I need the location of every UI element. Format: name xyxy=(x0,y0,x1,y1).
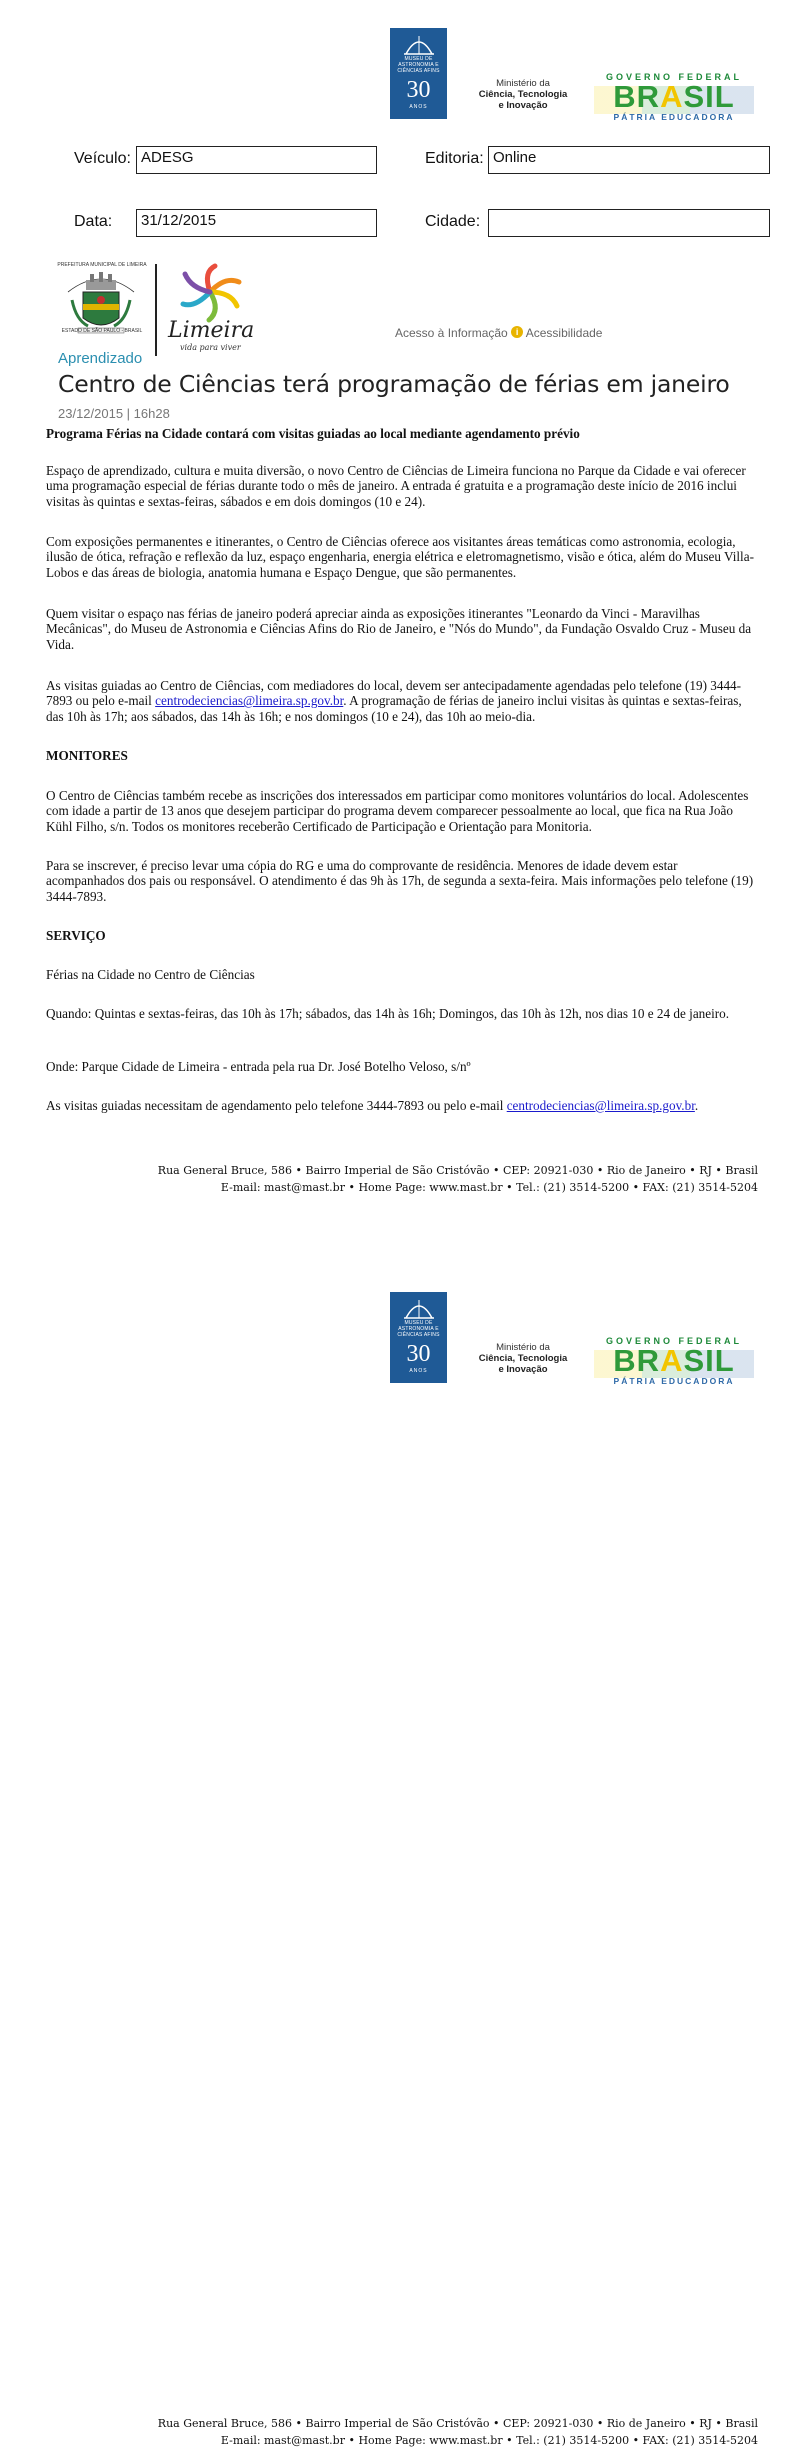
cidade-field[interactable] xyxy=(488,209,770,237)
gov-top: GOVERNO FEDERAL xyxy=(605,72,742,82)
header-logos-page2 xyxy=(0,1292,800,1390)
section-tag[interactable]: Aprendizado xyxy=(58,350,143,367)
gov-brand-a: A xyxy=(660,1343,684,1378)
mast-logo xyxy=(390,28,447,119)
logo-divider xyxy=(155,264,157,356)
access-info-link[interactable]: Acesso à Informação xyxy=(395,326,508,340)
paragraph-2: Com exposições permanentes e itinerantes, o Centro de Ciências oferece aos visitantes áreas temáticas como astronomia, ecologia, ilusão de ótica, refração e reflexão da luz, espaço engenharia, energia elétrica e eletromagnetismo, visão e ótica, além do Museu Villa-Lobos e das áreas de biologia, anatomia humana e Espaço Dengue, que são permanentes. xyxy=(46,534,754,580)
paragraph-8: Quando: Quintas e sextas-feiras, das 10h às 17h; sábados, das 14h às 16h; Domingos, das 10h às 12h, nos dias 10 e 24 de janeiro. xyxy=(46,1006,730,1021)
gov-brand xyxy=(594,1343,754,1378)
ministry-line1: Ministério da xyxy=(496,1342,550,1353)
footer-address xyxy=(58,1162,758,1196)
paragraph-3: Quem visitar o espaço nas férias de janeiro poderá apreciar ainda as exposições itinerantes "Leonardo da Vinci - Maravilhas Mecânicas", do Museu de Astronomia e Ciências Afins do Rio de Janeiro, e "Nós do Mundo", da Fundação Osvaldo Cruz - Museu da Vida. xyxy=(46,606,752,652)
footer-line2: E-mail: mast@mast.br • Home Page: www.mast.br • Tel.: (21) 3514-5200 • FAX: (21) 3514-5204 xyxy=(220,1181,758,1194)
article-title: Centro de Ciências terá programação de férias em janeiro xyxy=(58,370,730,398)
cidade-label: Cidade: xyxy=(425,213,481,230)
paragraph-4-text-b: . A programação de férias de janeiro inclui visitas às quintas e sextas-feiras, das 10h às 17h; aos sábados, das 14h às 16h; e nos domingos (10 e 24), das 10h ao meio-dia. xyxy=(46,693,742,724)
paragraph-10 xyxy=(46,1098,758,1113)
ministry-logo xyxy=(468,78,578,111)
paragraph-1: Espaço de aprendizado, cultura e muita diversão, o novo Centro de Ciências de Limeira funciona no Parque da Cidade e vai oferecer uma programação especial de férias durante todo o mês de janeiro. A entrada é gratuita e a programação deste início de 2016 inclui visitas às quintas e sextas-feiras, sábados e em dois domingos (10 e 24). xyxy=(46,463,746,509)
gov-brand-sil: SIL xyxy=(683,79,735,114)
mast-logo-number: 30 xyxy=(406,1341,431,1367)
email-link-2[interactable]: centrodeciencias@limeira.sp.gov.br xyxy=(506,1098,695,1113)
mast-logo-number: 30 xyxy=(406,77,431,103)
gov-brand-a: A xyxy=(660,79,684,114)
access-links xyxy=(395,326,602,340)
gov-slogan: PÁTRIA EDUCADORA xyxy=(613,112,735,122)
governo-federal-logo-page2 xyxy=(594,1336,754,1390)
paragraph-9: Onde: Parque Cidade de Limeira - entrada pela rua Dr. José Botelho Veloso, s/nº xyxy=(46,1059,471,1074)
ministry-line2: Ciência, Tecnologia xyxy=(478,89,568,100)
gov-brand-sil: SIL xyxy=(683,1343,735,1378)
header-logos xyxy=(0,28,800,126)
data-field[interactable]: 31/12/2015 xyxy=(136,209,377,237)
footer-address-page2 xyxy=(58,2415,758,2449)
editoria-label: Editoria: xyxy=(425,150,484,167)
heading-servico: SERVIÇO xyxy=(46,928,106,943)
governo-federal-logo xyxy=(594,72,754,126)
veiculo-field[interactable]: ADESG xyxy=(136,146,377,174)
mast-logo-label: ANOS xyxy=(409,104,428,110)
footer-line1: Rua General Bruce, 586 • Bairro Imperial de São Cristóvão • CEP: 20921-030 • Rio de Janeiro • RJ • Brasil xyxy=(157,2417,758,2430)
info-icon: i xyxy=(511,326,523,338)
mast-logo-page2 xyxy=(390,1292,447,1383)
paragraph-10-text-a: As visitas guiadas necessitam de agendamento pelo telefone 3444-7893 ou pelo e-mail xyxy=(46,1098,507,1113)
gov-brand xyxy=(594,79,754,114)
ministry-line3: e Inovação xyxy=(498,100,548,111)
limeira-wordmark: Limeira xyxy=(168,318,255,343)
paragraph-6: Para se inscrever, é preciso levar uma cópia do RG e uma do comprovante de residência. Menores de idade devem estar acompanhados dos pais ou responsável. O atendimento é das 9h às 17h, de segunda a sexta-feira. Mais informações pelo telefone (19) 3444-7893. xyxy=(46,858,754,904)
heading-monitores: MONITORES xyxy=(46,748,128,763)
footer-line1: Rua General Bruce, 586 • Bairro Imperial de São Cristóvão • CEP: 20921-030 • Rio de Janeiro • RJ • Brasil xyxy=(157,1164,758,1177)
crest-top: PREFEITURA MUNICIPAL DE LIMEIRA xyxy=(57,262,147,268)
ministry-line1: Ministério da xyxy=(496,78,550,89)
editoria-field[interactable]: Online xyxy=(488,146,770,174)
gov-brand-b: BR xyxy=(613,79,661,114)
gov-brand-b: BR xyxy=(613,1343,661,1378)
paragraph-7: Férias na Cidade no Centro de Ciências xyxy=(46,967,255,982)
dome-icon xyxy=(404,1298,434,1320)
ministry-line2: Ciência, Tecnologia xyxy=(478,1353,568,1364)
limeira-slogan: vida para viver xyxy=(180,343,241,352)
email-link[interactable]: centrodeciencias@limeira.sp.gov.br xyxy=(155,693,344,709)
gov-top: GOVERNO FEDERAL xyxy=(605,1336,742,1346)
article-date: 23/12/2015 | 16h28 xyxy=(58,406,170,421)
paragraph-5: O Centro de Ciências também recebe as inscrições dos interessados em participar como monitores voluntários do local. Adolescentes com idade a partir de 13 anos que desejem participar do programa devem comparecer pessoalmente ao local, que fica na Rua João Kühl Filho, s/n. Todos os monitores receberão Certificado de Participação e Orientação para Monitoria. xyxy=(46,788,749,834)
gov-slogan: PÁTRIA EDUCADORA xyxy=(613,1376,735,1386)
ministry-line3: e Inovação xyxy=(498,1364,548,1375)
crest-caption: ESTADO DE SÃO PAULO - BRASIL xyxy=(61,328,143,334)
accessibility-link[interactable]: Acessibilidade xyxy=(525,326,603,340)
article-lead: Programa Férias na Cidade contará com visitas guiadas ao local mediante agendamento prévio xyxy=(46,426,580,441)
limeira-crest-icon xyxy=(58,270,144,352)
ministry-logo-page2 xyxy=(468,1342,578,1375)
mast-logo-name: MUSEU DE ASTRONOMIA E CIÊNCIAS AFINS xyxy=(397,1320,440,1338)
dome-icon xyxy=(404,34,434,56)
paragraph-10-text-b: . xyxy=(694,1098,699,1113)
paragraph-4-text-a: As visitas guiadas ao Centro de Ciências, com mediadores do local, devem ser antecipadamente agendadas pelo telefone (19) 3444-7893 ou pelo e-mail xyxy=(46,678,742,709)
paragraph-4 xyxy=(46,678,758,724)
veiculo-label: Veículo: xyxy=(74,150,131,167)
mast-logo-name: MUSEU DE ASTRONOMIA E CIÊNCIAS AFINS xyxy=(397,56,440,74)
data-label: Data: xyxy=(74,213,113,230)
footer-line2: E-mail: mast@mast.br • Home Page: www.mast.br • Tel.: (21) 3514-5200 • FAX: (21) 3514-5204 xyxy=(220,2434,758,2447)
mast-logo-label: ANOS xyxy=(409,1368,428,1374)
